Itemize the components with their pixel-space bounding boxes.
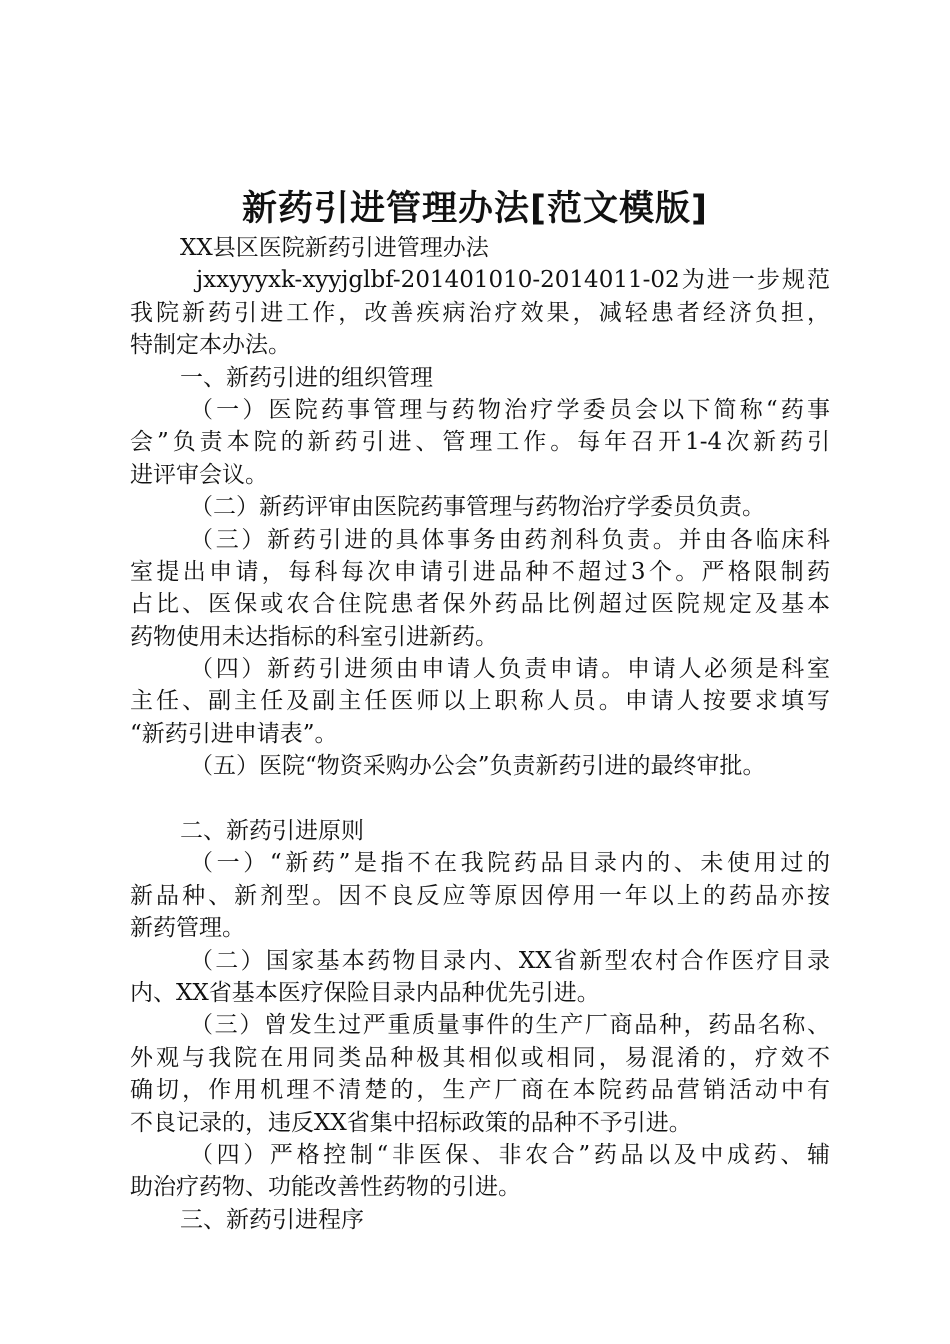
paragraph-line: 特制定本办法。: [130, 332, 291, 359]
paragraph-line: （一）医院药事管理与药物治疗学委员会以下简称“药事: [190, 396, 830, 423]
paragraph-line: （三）新药引进的具体事务由药剂科负责。并由各临床科: [190, 526, 830, 553]
paragraph-line: 进评审会议。: [130, 461, 268, 488]
paragraph-line: 我院新药引进工作，改善疾病治疗效果，减轻患者经济负担，: [130, 299, 830, 326]
section-heading-2: 二、新药引进原则: [180, 818, 364, 845]
document-body: [130, 232, 840, 1236]
paragraph-line: 会”负责本院的新药引进、管理工作。每年召开1-4次新药引: [130, 429, 830, 456]
paragraph-line: （三）曾发生过严重质量事件的生产厂商品种，药品名称、: [190, 1012, 830, 1039]
paragraph-line: 药物使用未达指标的科室引进新药。: [130, 623, 498, 650]
document-title: 新药引进管理办法[范文模版]: [242, 189, 708, 229]
paragraph-line: 新品种、新剂型。因不良反应等原因停用一年以上的药品亦按: [130, 882, 830, 909]
paragraph-line: 主任、副主任及副主任医师以上职称人员。申请人按要求填写: [130, 688, 830, 715]
paragraph-line: “新药引进申请表”。: [130, 720, 338, 747]
paragraph-line: jxxyyyxk-xyyjglbf-201401010-2014011-02为进一步规范: [196, 267, 830, 294]
doc-subtitle: XX县区医院新药引进管理办法: [180, 235, 489, 261]
section-heading-3: 三、新药引进程序: [180, 1206, 364, 1233]
paragraph-line: 外观与我院在用同类品种极其相似或相同，易混淆的，疗效不: [130, 1044, 830, 1071]
paragraph-line: 助治疗药物、功能改善性药物的引进。: [130, 1174, 521, 1201]
paragraph-line: 室提出申请，每科每次申请引进品种不超过3个。严格限制药: [130, 558, 830, 585]
paragraph-line: 确切，作用机理不清楚的，生产厂商在本院药品营销活动中有: [130, 1077, 830, 1104]
paragraph-line: （四）严格控制“非医保、非农合”药品以及中成药、辅: [190, 1141, 830, 1168]
paragraph-line: 新药管理。: [130, 915, 245, 942]
paragraph-line: （五）医院“物资采购办公会”负责新药引进的最终审批。: [190, 753, 766, 780]
section-heading-1: 一、新药引进的组织管理: [180, 364, 433, 391]
paragraph-line: （四）新药引进须由申请人负责申请。申请人必须是科室: [190, 656, 830, 683]
paragraph-line: 内、XX省基本医疗保险目录内品种优先引进。: [130, 979, 600, 1006]
paragraph-line: （一）“新药”是指不在我院药品目录内的、未使用过的: [190, 850, 830, 877]
blank-line: [130, 783, 840, 815]
paragraph-line: 不良记录的，违反XX省集中招标政策的品种不予引进。: [130, 1109, 692, 1136]
paragraph-line: （二）国家基本药物目录内、XX省新型农村合作医疗目录: [190, 947, 830, 974]
paragraph-line: （二）新药评审由医院药事管理与药物治疗学委员负责。: [190, 494, 765, 521]
paragraph-line: 占比、医保或农合住院患者保外药品比例超过医院规定及基本: [130, 591, 830, 618]
